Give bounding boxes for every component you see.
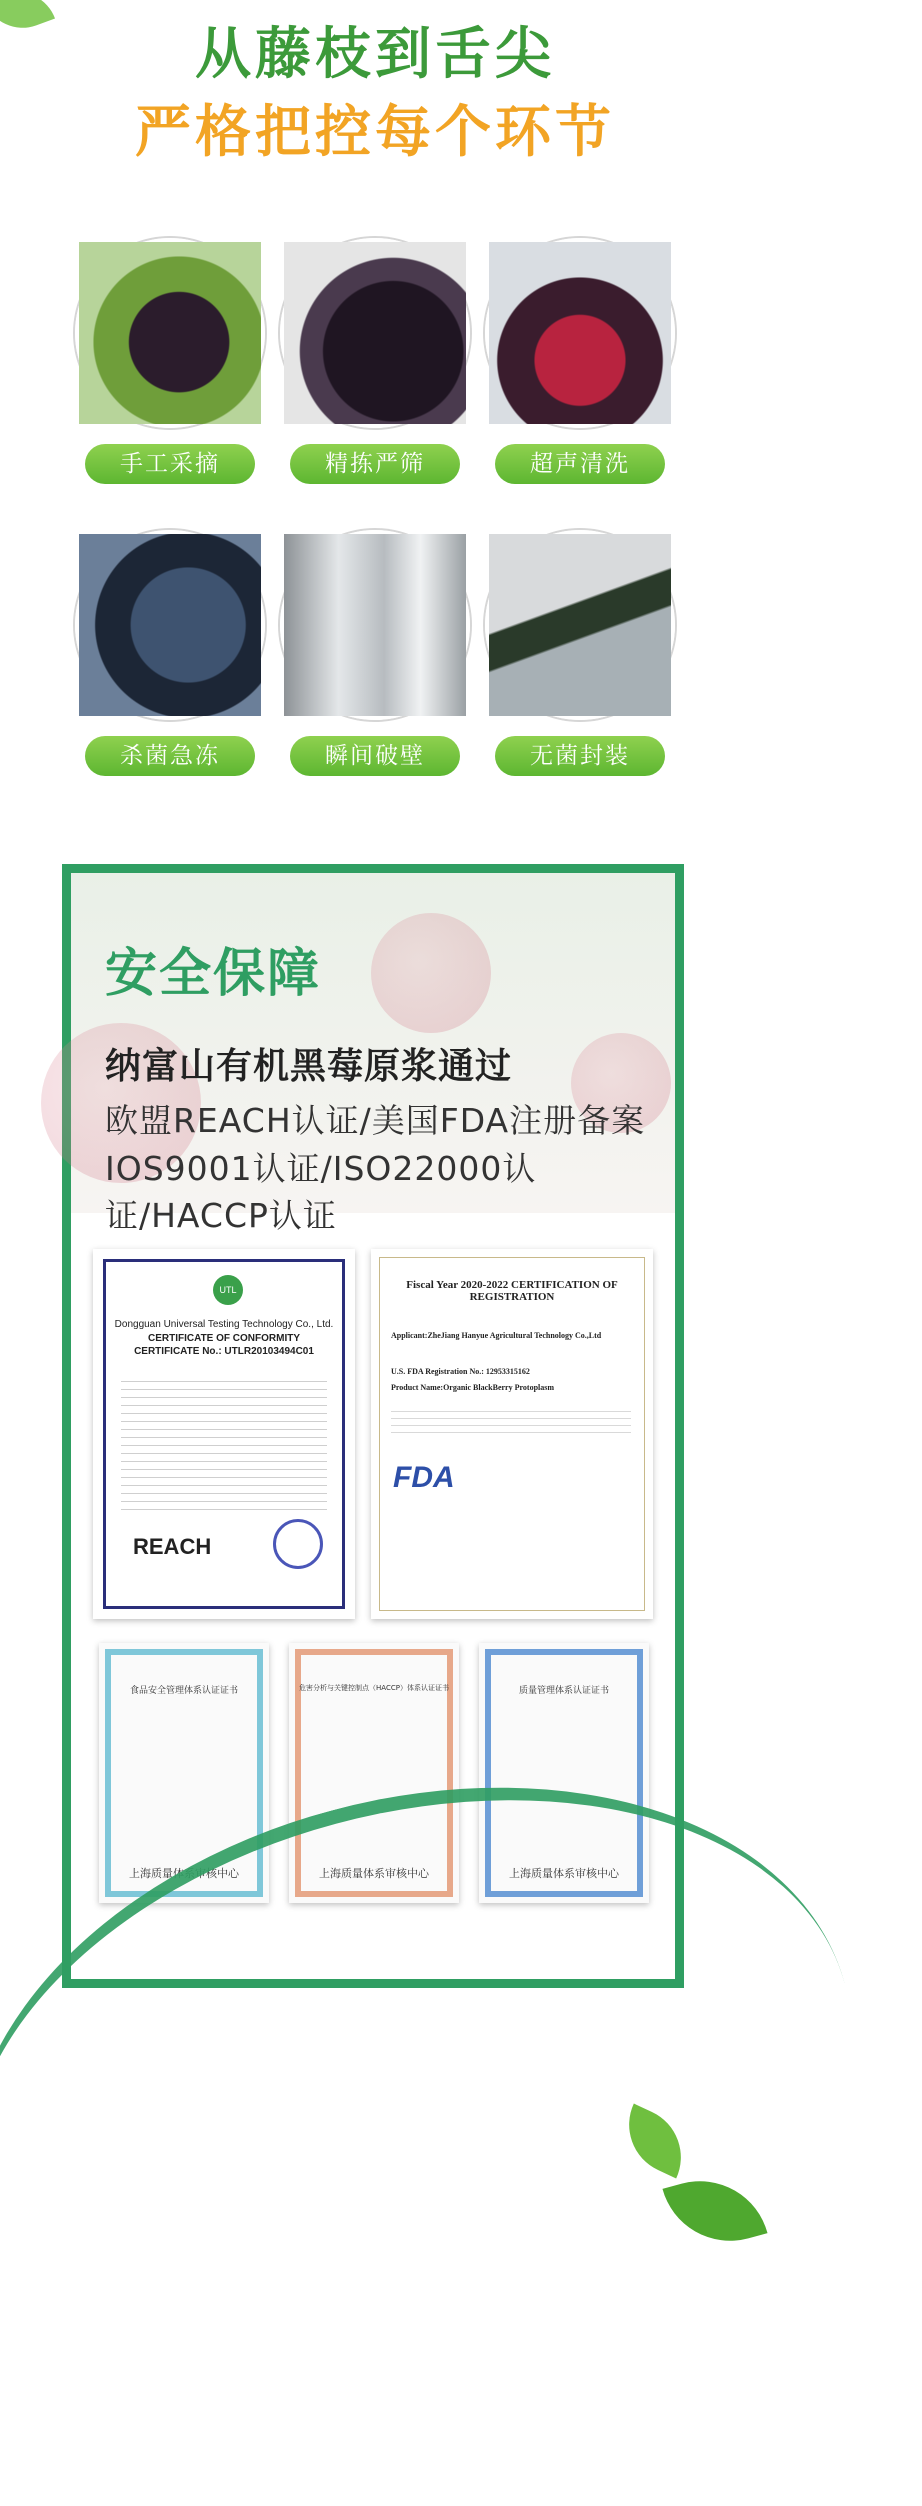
reach-body-text (121, 1374, 327, 1514)
safety-line3: IOS9001认证/ISO22000认证/HACCP认证 (105, 1149, 537, 1235)
sorting-photo (280, 238, 470, 428)
step-label: 手工采摘 (85, 444, 255, 484)
step-harvest (75, 238, 265, 484)
step-label: 超声清洗 (495, 444, 665, 484)
step-label: 瞬间破壁 (290, 736, 460, 776)
safety-line2: 欧盟REACH认证/美国FDA注册备案 (105, 1101, 646, 1140)
harvest-photo (75, 238, 265, 428)
fda-logo: FDA (393, 1461, 455, 1494)
small-cert-title: 食品安全管理体系认证证书 (129, 1686, 238, 1696)
reach-cert-title: CERTIFICATE OF CONFORMITY (147, 1333, 301, 1344)
fda-title: Fiscal Year 2020-2022 CERTIFICATION OF REGISTRATION (406, 1279, 618, 1303)
small-cert-org: 上海质量体系审核中心 (509, 1867, 619, 1880)
bottling-photo (485, 530, 675, 720)
fda-reg-no: U.S. FDA Registration No.: 12953315162 (391, 1367, 530, 1376)
approval-seal-icon (273, 1519, 323, 1569)
fda-body-text (391, 1405, 631, 1435)
step-sorting (280, 238, 470, 484)
step-tank (280, 530, 470, 776)
safety-title: 安全保障 (105, 944, 322, 1004)
small-cert-org: 上海质量体系审核中心 (129, 1867, 239, 1880)
safety-line1: 纳富山有机黑莓原浆通过 (105, 1046, 513, 1087)
tank-photo (280, 530, 470, 720)
washing-photo (485, 238, 675, 428)
step-label: 精拣严筛 (290, 444, 460, 484)
step-label: 杀菌急冻 (85, 736, 255, 776)
step-bottling (485, 530, 675, 776)
fda-certificate (371, 1249, 653, 1619)
fda-product: Product Name:Organic BlackBerry Protoplasm (391, 1383, 555, 1392)
reach-certificate (93, 1249, 355, 1619)
small-cert-title: 危害分析与关键控制点（HACCP）体系认证证书 (299, 1684, 449, 1692)
small-cert-title: 质量管理体系认证证书 (518, 1686, 609, 1696)
step-label: 无菌封装 (495, 736, 665, 776)
headline-line1: 从藤枝到舌尖 (195, 22, 555, 87)
fda-applicant: Applicant:ZheJiang Hanyue Agricultural Technology Co.,Ltd (391, 1331, 602, 1340)
safety-hero (71, 873, 675, 1235)
reach-cert-number: CERTIFICATE No.: UTLR20103494C01 (134, 1346, 314, 1357)
utl-logo: UTL (213, 1275, 243, 1305)
step-freezing (75, 530, 265, 776)
small-cert-org: 上海质量体系审核中心 (319, 1867, 429, 1880)
headline-line2: 严格把控每个环节 (135, 100, 615, 165)
step-washing (485, 238, 675, 484)
reach-mark: REACH (133, 1534, 212, 1559)
reach-company: Dongguan Universal Testing Technology Co., Ltd. (114, 1319, 334, 1330)
freezing-photo (75, 530, 265, 720)
